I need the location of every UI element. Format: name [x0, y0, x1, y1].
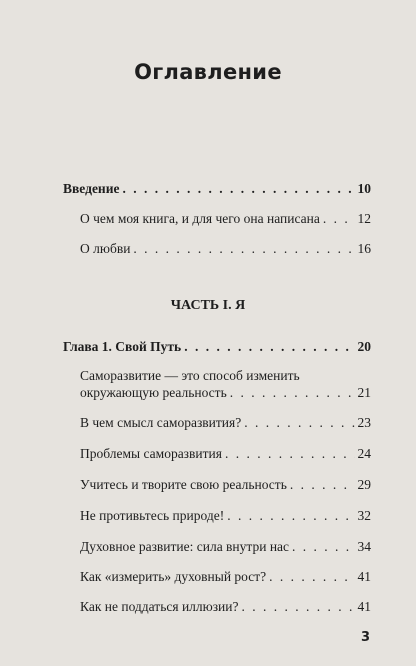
toc-entry-page: 16 — [357, 241, 371, 256]
toc-entry-label: Глава 1. Свой Путь — [63, 339, 182, 354]
leader-dots — [269, 568, 354, 585]
toc-entry-label: В чем смысл саморазвития? — [80, 415, 242, 430]
toc-entry-page: 12 — [357, 211, 371, 226]
toc-entry-page: 34 — [357, 539, 371, 554]
toc-entry-label: Учитесь и творите свою реальность — [80, 477, 287, 492]
leader-dots — [227, 507, 354, 524]
toc-entry-introduction — [63, 180, 371, 197]
leader-dots — [323, 210, 355, 227]
part-title: ЧАСТЬ I. Я — [170, 298, 246, 313]
toc-entry-label: Проблемы саморазвития — [80, 446, 222, 461]
toc-entry-page: 20 — [357, 339, 371, 354]
toc-entry-label: Как «измерить» духовный рост? — [80, 569, 267, 584]
toc-entry-about-love — [80, 240, 371, 257]
toc-entry-label: окружающую реальность — [80, 385, 227, 400]
toc-entry-page: 29 — [357, 477, 371, 492]
leader-dots — [242, 598, 355, 615]
toc-entry-problems — [80, 445, 371, 462]
toc-entry-page: 23 — [357, 415, 371, 430]
toc-entry-about-book — [80, 210, 371, 227]
toc-entry-nature — [80, 507, 371, 524]
page-number: 3 — [360, 630, 370, 645]
toc-entry-page: 41 — [357, 569, 371, 584]
toc-entry-label: Введение — [63, 181, 120, 196]
toc-entry-page: 24 — [357, 446, 371, 461]
leader-dots — [292, 538, 354, 555]
leader-dots — [244, 414, 354, 431]
toc-heading: Оглавление — [134, 60, 282, 84]
toc-entry-label: Как не поддаться иллюзии? — [80, 599, 239, 614]
toc-entry-page: 10 — [357, 181, 371, 196]
toc-entry-self-development-line1 — [80, 367, 371, 384]
toc-entry-label: Саморазвитие — это способ изменить — [80, 368, 300, 383]
toc-entry-page: 21 — [357, 385, 371, 400]
toc-entry-label: О чем моя книга, и для чего она написана — [80, 211, 320, 226]
leader-dots — [184, 338, 354, 355]
toc-entry-label: О любви — [80, 241, 131, 256]
toc-entry-learn-create — [80, 476, 371, 493]
toc-entry-self-development — [80, 384, 371, 401]
toc-entry-page: 32 — [357, 508, 371, 523]
toc-entry-meaning — [80, 414, 371, 431]
toc-entry-label: Духовное развитие: сила внутри нас — [80, 539, 290, 554]
toc-entry-illusion — [80, 598, 371, 615]
toc-entry-page: 41 — [357, 599, 371, 614]
toc-entry-spiritual — [80, 538, 371, 555]
leader-dots — [225, 445, 355, 462]
leader-dots — [290, 476, 355, 493]
leader-dots — [133, 240, 354, 257]
toc-chapter-1 — [63, 338, 371, 355]
toc-entry-label: Не противьтесь природе! — [80, 508, 225, 523]
leader-dots — [230, 384, 355, 401]
toc-entry-measure — [80, 568, 371, 585]
leader-dots — [122, 180, 354, 197]
